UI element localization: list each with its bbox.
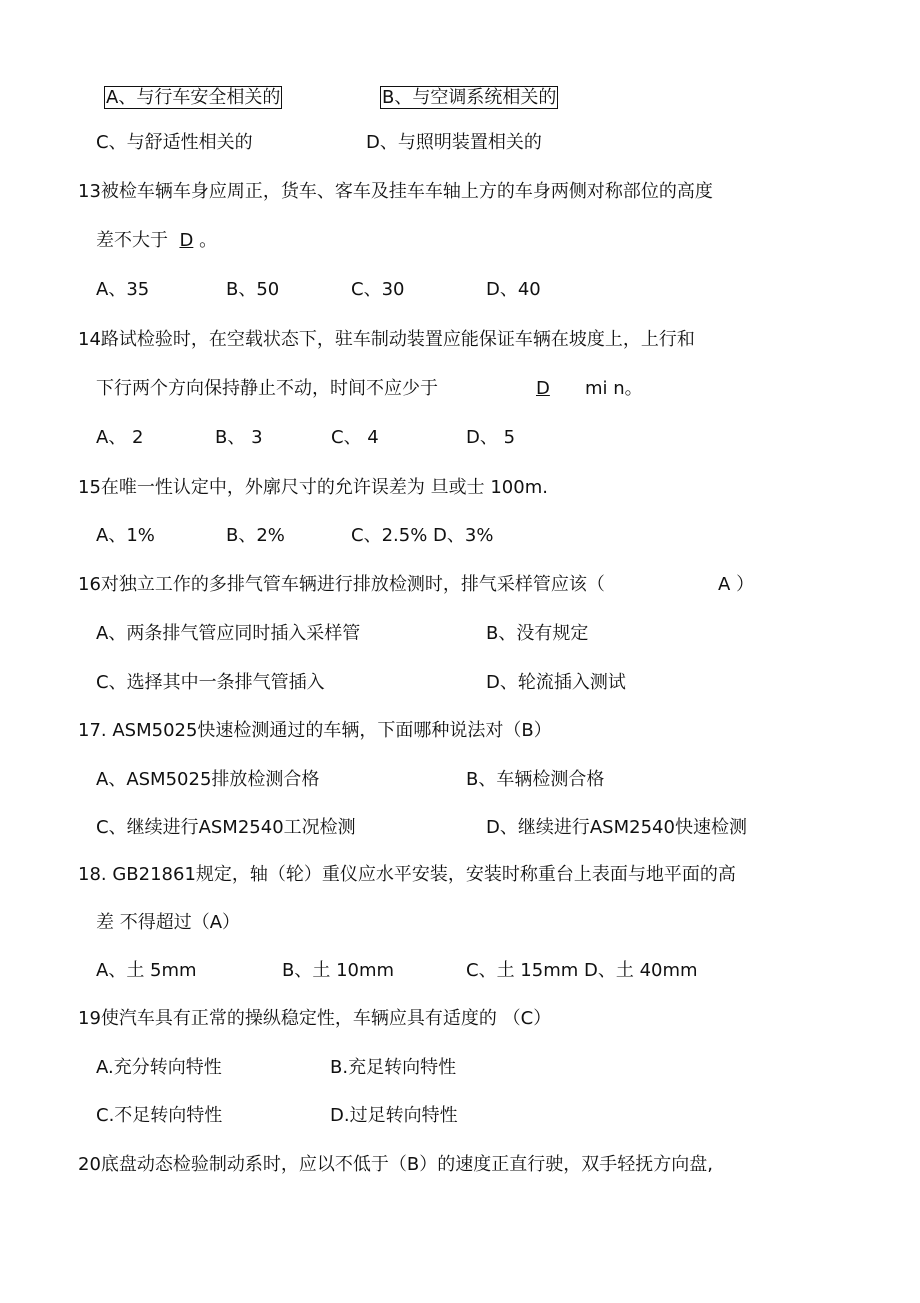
q17-option-b: B、车辆检测合格 xyxy=(466,769,605,790)
q14-unit: mi n。 xyxy=(585,378,643,399)
q16-option-c: C、选择其中一条排气管插入 xyxy=(96,672,325,693)
option-a-box xyxy=(104,85,282,111)
q16-answer xyxy=(718,572,754,598)
q13-end: 。 xyxy=(199,230,218,251)
q13-option-a: A、35 xyxy=(96,279,150,300)
q19-stem: 19使汽车具有正常的操纵稳定性，车辆应具有适度的 （C） xyxy=(78,1008,552,1029)
q18-option-b: B、土 10mm xyxy=(282,960,395,981)
q16-stem: 16对独立工作的多排气管车辆进行排放检测时，排气采样管应该（ xyxy=(78,574,605,595)
q20-stem: 20底盘动态检验制动系时，应以不低于（B）的速度正直行驶，双手轻抚方向盘, xyxy=(78,1154,713,1175)
q18-stem-line1: 18. GB21861规定，轴（轮）重仪应水平安装，安装时称重台上表面与地平面的高 xyxy=(78,864,736,885)
q17-option-a: A、ASM5025排放检测合格 xyxy=(96,769,320,790)
q18-option-a: A、土 5mm xyxy=(96,960,197,981)
q13-option-b: B、50 xyxy=(226,279,280,300)
q19-option-a: A.充分转向特性 xyxy=(96,1057,222,1078)
q15-option-cd: C、2.5% D、3% xyxy=(351,525,494,546)
option-d: D、与照明装置相关的 xyxy=(366,132,542,153)
q13-answer: D xyxy=(179,230,194,251)
q18-stem-line2: 差 不得超过（A） xyxy=(96,912,241,933)
q13-text: 差不大于 xyxy=(96,230,168,251)
q14-stem-line1: 14路试检验时，在空载状态下，驻车制动装置应能保证车辆在坡度上，上行和 xyxy=(78,329,695,350)
q17-option-d: D、继续进行ASM2540快速检测 xyxy=(486,817,747,838)
q15-option-a: A、1% xyxy=(96,525,155,546)
q17-option-c: C、继续进行ASM2540工况检测 xyxy=(96,817,356,838)
q15-option-b: B、2% xyxy=(226,525,285,546)
q14-stem-line2: 下行两个方向保持静止不动，时间不应少于 xyxy=(96,378,438,399)
option-b-box xyxy=(380,85,558,111)
q16-option-a: A、两条排气管应同时插入采样管 xyxy=(96,623,361,644)
q16-paren: ） xyxy=(736,574,755,595)
q16-option-b: B、没有规定 xyxy=(486,623,589,644)
q13-option-d: D、40 xyxy=(486,279,541,300)
q15-stem: 15在唯一性认定中，外廓尺寸的允许误差为 旦或士 100m. xyxy=(78,477,548,498)
q16-option-d: D、轮流插入测试 xyxy=(486,672,626,693)
option-a-text: A、与行车安全相关的 xyxy=(106,87,281,108)
q13-option-c: C、30 xyxy=(351,279,405,300)
q17-stem: 17. ASM5025快速检测通过的车辆，下面哪种说法对（B） xyxy=(78,720,552,741)
q13-stem-line2 xyxy=(96,228,217,254)
q14-option-a: A、 2 xyxy=(96,427,144,448)
q14-answer: D xyxy=(536,378,550,399)
q18-option-cd: C、土 15mm D、土 40mm xyxy=(466,960,698,981)
q19-option-c: C.不足转向特性 xyxy=(96,1105,223,1126)
q16-answer-letter: A xyxy=(718,574,731,595)
q14-option-d: D、 5 xyxy=(466,427,516,448)
q19-option-d: D.过足转向特性 xyxy=(330,1105,458,1126)
q14-option-c: C、 4 xyxy=(331,427,379,448)
option-b-text: B、与空调系统相关的 xyxy=(382,87,557,108)
q19-option-b: B.充足转向特性 xyxy=(330,1057,457,1078)
q13-stem-line1: 13被检车辆车身应周正，货车、客车及挂车车轴上方的车身两侧对称部位的高度 xyxy=(78,181,713,202)
q14-option-b: B、 3 xyxy=(215,427,263,448)
option-c: C、与舒适性相关的 xyxy=(96,132,253,153)
